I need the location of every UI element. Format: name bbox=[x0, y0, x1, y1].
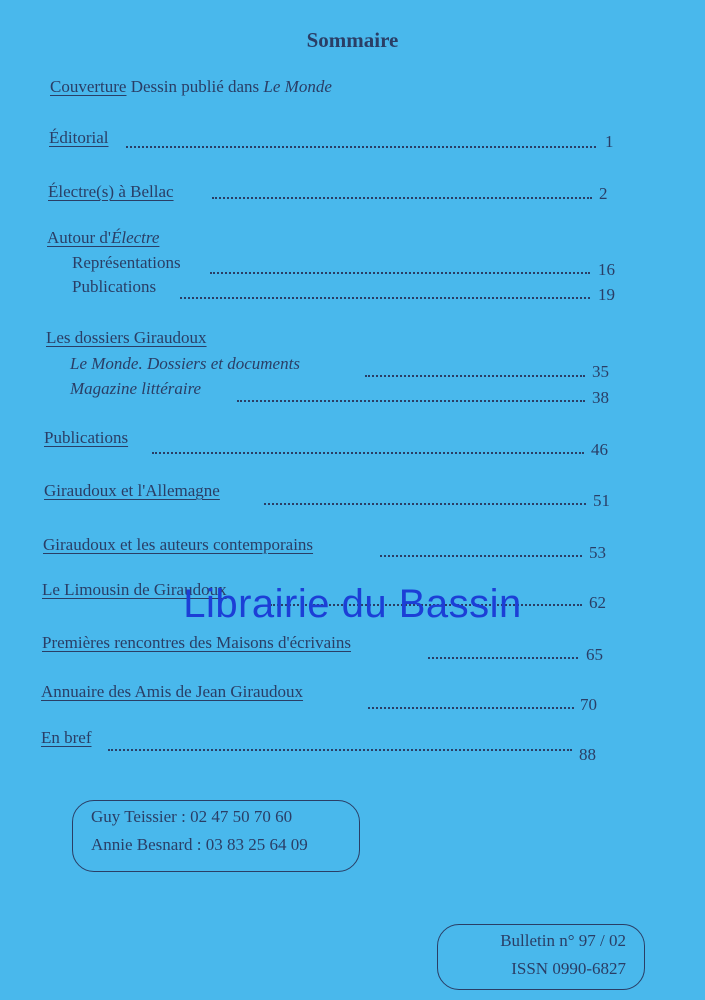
toc-page-publications: 46 bbox=[591, 440, 608, 459]
toc-leader bbox=[108, 749, 572, 751]
toc-page-representations: 16 bbox=[598, 260, 615, 279]
toc-page-le-monde: 35 bbox=[592, 362, 609, 381]
autour-label: Autour d' bbox=[47, 228, 111, 247]
toc-representations: Représentations bbox=[72, 253, 181, 272]
cover-text: Dessin publié dans bbox=[130, 77, 264, 96]
toc-page-electre-bellac: 2 bbox=[599, 184, 608, 203]
toc-leader bbox=[180, 297, 590, 299]
toc-leader bbox=[210, 272, 590, 274]
toc-page-auteurs: 53 bbox=[589, 543, 606, 562]
toc-page-limousin: 62 bbox=[589, 593, 606, 612]
toc-limousin: Le Limousin de Giraudoux bbox=[42, 580, 227, 599]
toc-dossiers: Les dossiers Giraudoux bbox=[46, 328, 207, 347]
cover-text-italic: Le Monde bbox=[263, 77, 332, 96]
toc-auteurs: Giraudoux et les auteurs contemporains bbox=[43, 535, 314, 554]
toc-allemagne: Giraudoux et l'Allemagne bbox=[44, 481, 220, 500]
toc-editorial: Éditorial bbox=[49, 128, 109, 147]
toc-rencontres: Premières rencontres des Maisons d'écrivains bbox=[42, 633, 351, 652]
contact-box bbox=[72, 800, 360, 872]
toc-magazine: Magazine littéraire bbox=[70, 379, 202, 398]
toc-page-publications-sub: 19 bbox=[598, 285, 615, 304]
toc-publications: Publications bbox=[44, 428, 129, 447]
bulletin-box bbox=[437, 924, 645, 990]
toc-page-magazine: 38 bbox=[592, 388, 609, 407]
watermark-text: Librairie du Bassin bbox=[183, 582, 522, 626]
toc-leader bbox=[152, 452, 584, 454]
toc-en-bref: En bref bbox=[41, 728, 92, 747]
bulletin-issn: ISSN 0990-6827 bbox=[511, 959, 626, 978]
toc-leader bbox=[428, 657, 578, 659]
cover-line bbox=[50, 77, 332, 97]
toc-publications-sub: Publications bbox=[72, 277, 157, 296]
toc-electre-bellac: Électre(s) à Bellac bbox=[48, 182, 174, 201]
bulletin-number: Bulletin n° 97 / 02 bbox=[500, 931, 626, 950]
cover-label: Couverture bbox=[50, 77, 127, 96]
toc-page-en-bref: 88 bbox=[579, 745, 596, 764]
page-title: Sommaire bbox=[306, 28, 399, 52]
toc-leader bbox=[264, 503, 586, 505]
toc-page-allemagne: 51 bbox=[593, 491, 610, 510]
contact-line-2: Annie Besnard : 03 83 25 64 09 bbox=[91, 835, 308, 854]
toc-annuaire: Annuaire des Amis de Jean Giraudoux bbox=[41, 682, 304, 701]
toc-leader bbox=[212, 197, 592, 199]
toc-page-rencontres: 65 bbox=[586, 645, 603, 664]
toc-leader bbox=[237, 400, 585, 402]
toc-page-editorial: 1 bbox=[605, 132, 614, 151]
autour-label-italic: Électre bbox=[110, 228, 160, 247]
toc-page-annuaire: 70 bbox=[580, 695, 597, 714]
toc-le-monde: Le Monde. Dossiers et documents bbox=[70, 354, 300, 373]
toc-leader bbox=[368, 707, 574, 709]
toc-leader bbox=[380, 555, 582, 557]
toc-autour-electre bbox=[47, 228, 159, 248]
contact-line-1: Guy Teissier : 02 47 50 70 60 bbox=[91, 807, 293, 826]
toc-leader bbox=[126, 146, 596, 148]
toc-leader bbox=[365, 375, 585, 377]
